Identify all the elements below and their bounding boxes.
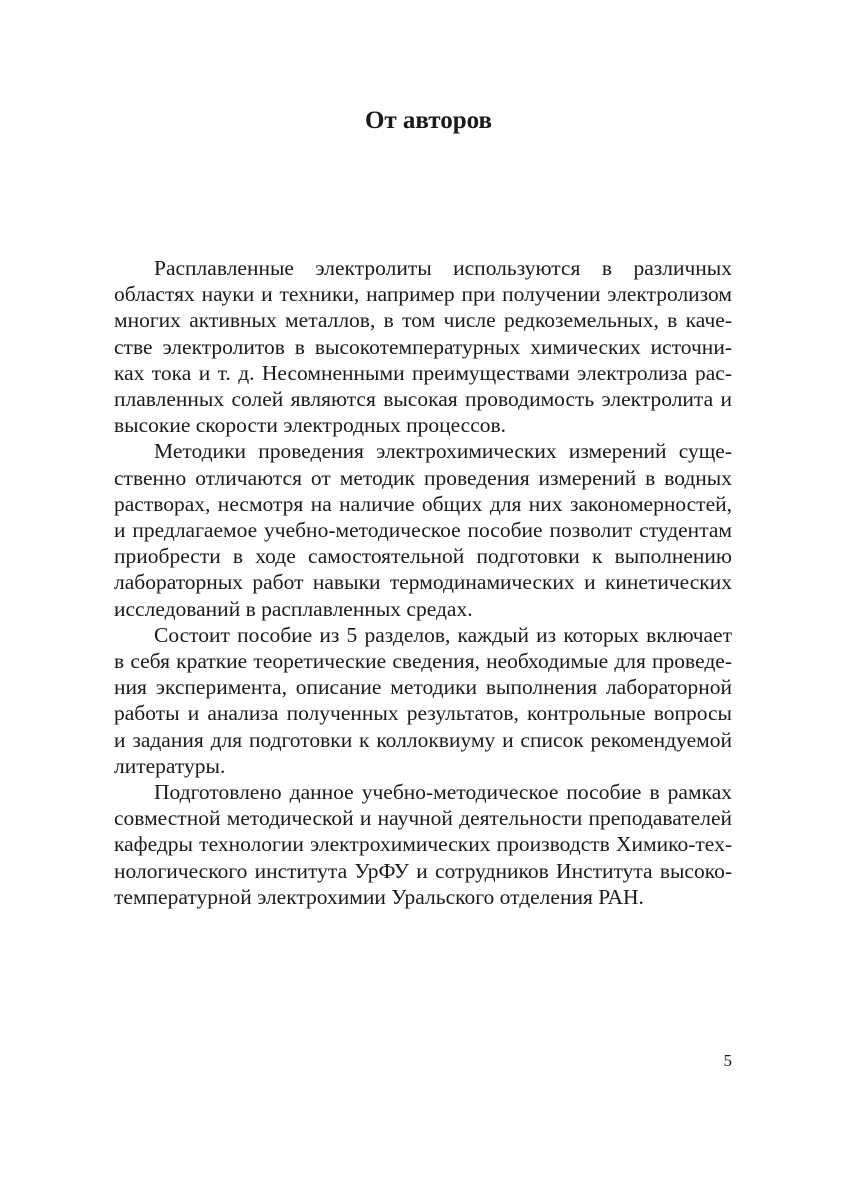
paragraph-2: Методики проведения электрохимических измерений существенно отличаются от методик проведения измерений в водных растворах, несмотря на наличие общих для них закономерностей, и предлагаемое учебно-методическое пособие позволит студентам приобрести в ходе самостоятельной подготовки к выполнению лабораторных работ навыки термодинамических и кинетических исследований в расплавленных средах. [114,439,732,621]
paragraph-3: Состоит пособие из 5 разделов, каждый из которых включает в себя краткие теоретические сведения, необходимые для проведения эксперимента, описание методики выполнения лабораторной работы и анализа полученных результатов, контрольные вопросы и задания для подготовки к коллоквиуму и список рекомендуемой литературы. [114,622,732,778]
page-number: 5 [723,1051,732,1070]
paragraph-4: Подготовлено данное учебно-методическое пособие в рамках совместной методической и научной деятельности преподавателей кафедры технологии электрохимических производств Химико-технологического института УрФУ и сотрудников Института высокотемпературной электрохимии Уральского отделения РАН. [114,780,732,909]
body-text [114,255,732,910]
page-title: От авторов [364,107,493,134]
paragraph-1: Расплавленные электролиты используются в различных областях науки и техники, например при получении электролизом многих активных металлов, в том числе редкоземельных, в качестве электролитов в высокотемпературных химических источниках тока и т. д. Несомненными преимуществами электролиза расплавленных солей являются высокая проводимость электролита и высокие скорости электродных процессов. [114,256,732,438]
